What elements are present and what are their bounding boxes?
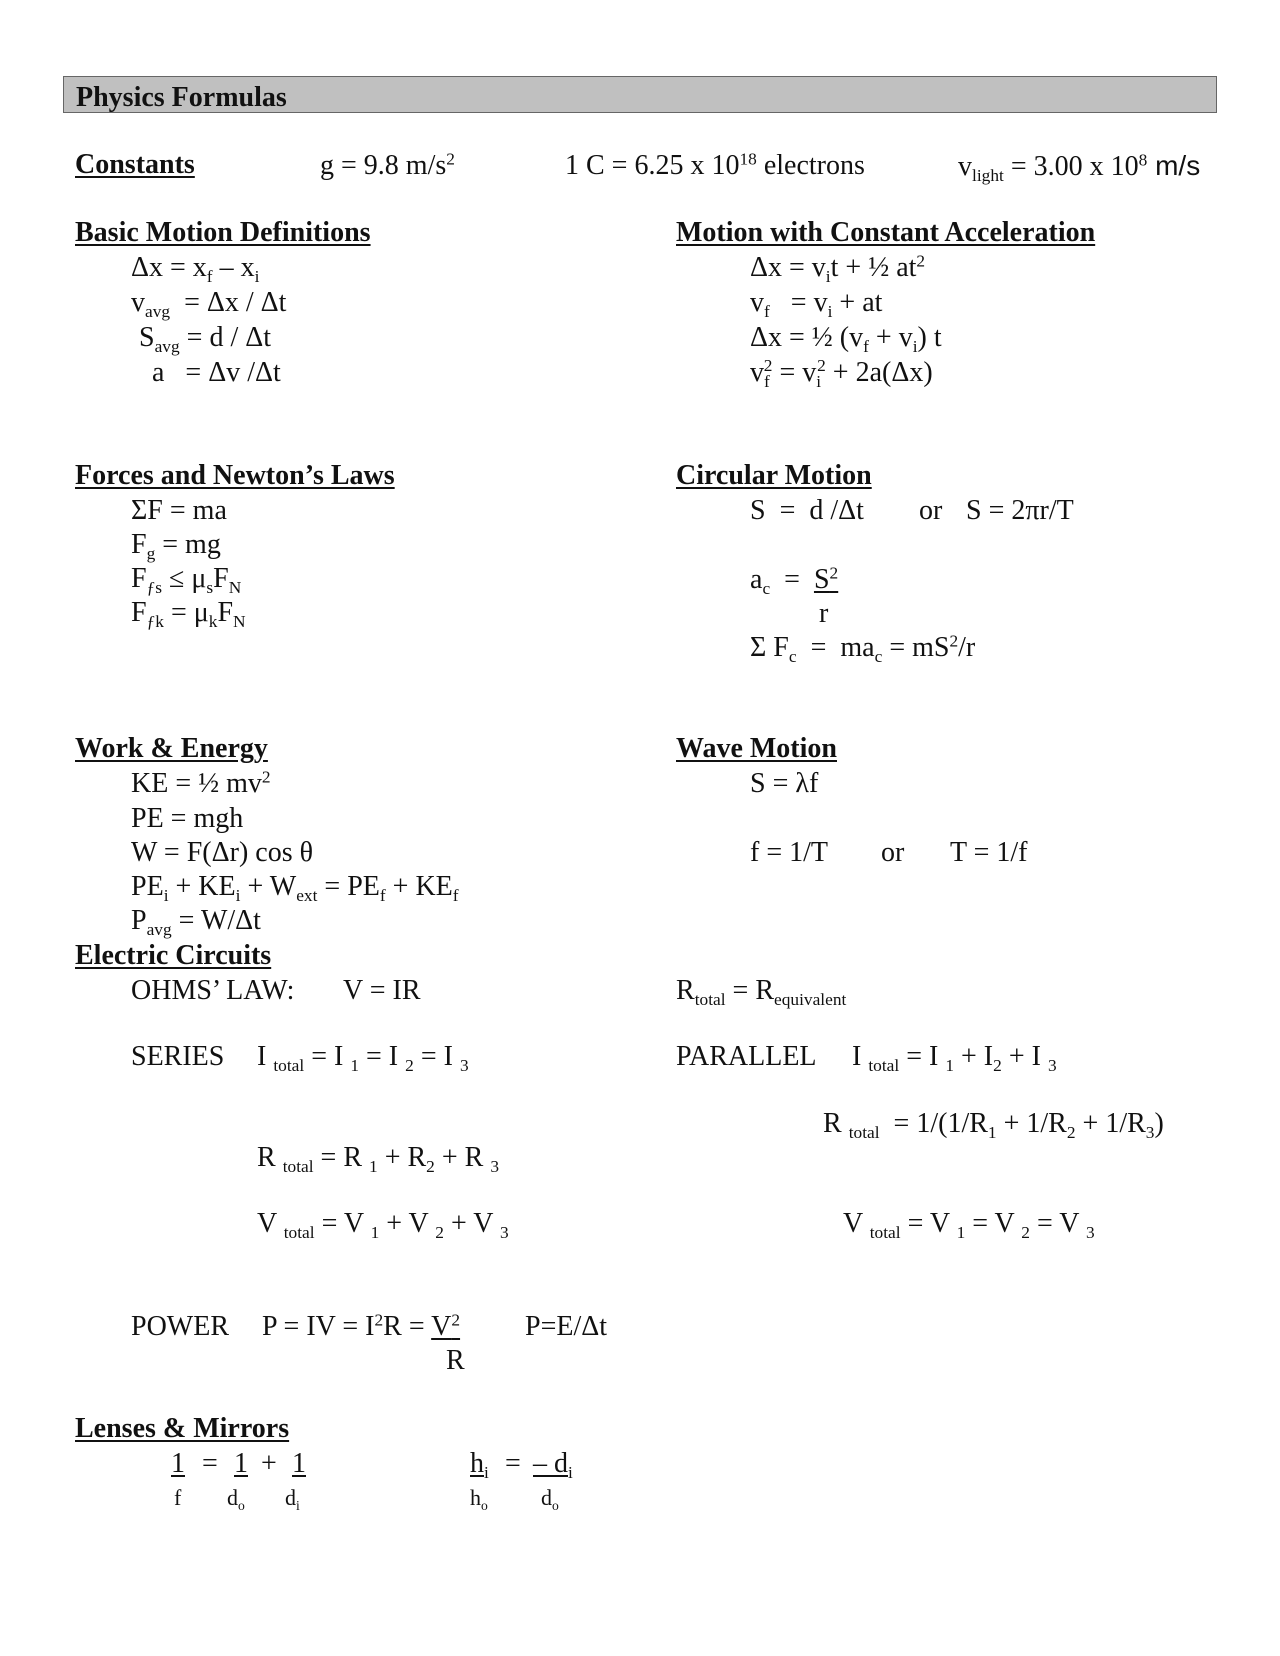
formula-weight: $F_g$ = mg — [131, 529, 221, 564]
formula-power: P = IV = $I^2R = V^2$ — [262, 1310, 461, 1342]
formula-parallel-current: I $_{total}$ = I $_1 + I_2 + I$ $_3$ — [852, 1041, 1057, 1076]
formula-series-resistance: R $_{total}$ = R $_1 + R_2 + R$ $_3$ — [257, 1142, 500, 1177]
formula-series-voltage: V $_{total}$ = V $_1$ + V $_2$ + V $_3$ — [257, 1208, 509, 1243]
formula-r-total-equivalent: $R_{total} = R_{equivalent}$ — [676, 975, 847, 1010]
centripetal-denominator: r — [819, 598, 829, 629]
formula-avg-speed: $S_{avg} = d / \Delta t$ — [139, 322, 272, 357]
constant-light-speed: $v_{light} = 3.00$ x $10^8$ m/s — [958, 150, 1201, 186]
lens-eq-denominator-do: $d_o$ — [227, 1485, 245, 1513]
formula-wave-speed: S = λf — [750, 768, 819, 799]
formula-avg-velocity: $v_{avg} = \Delta x / \Delta t$ — [131, 287, 287, 322]
constant-coulomb: 1 C = 6.25 x $10^{18}$ electrons — [565, 149, 865, 181]
formula-parallel-voltage: V $_{total}$ = V $_1$ = V $_2$ = V $_3$ — [843, 1208, 1095, 1243]
lens-eq-equals: = — [202, 1448, 218, 1479]
formula-centripetal-force: Σ $F_c = ma_c = mS^2/r$ — [750, 631, 976, 667]
power-label: POWER — [131, 1311, 229, 1342]
formula-avg-power: $P_{avg} = W/\Delta t$ — [131, 905, 261, 940]
formula-static-friction: $F_{ƒs} \le \mu_sF_N$ — [131, 563, 242, 598]
formula-kinematic-3: Δx = ½ $(v_f + v_i)$ t — [750, 322, 942, 357]
formula-kinetic-friction: $F_{ƒk} = \mu_kF_N$ — [131, 597, 246, 632]
formula-displacement: $\Delta x = x_f - x_i$ — [131, 252, 260, 287]
formula-work: W = F(Δr) cos θ — [131, 837, 313, 868]
lens-eq-denominator-di: $d_i$ — [285, 1485, 300, 1513]
ohms-law-label: OHMS’ LAW: — [131, 975, 295, 1006]
lens-eq-plus: + — [261, 1448, 277, 1479]
magnification-equals: = — [505, 1448, 521, 1479]
formula-kinetic-energy: KE = ½ $mv^2$ — [131, 767, 271, 799]
formula-frequency: f = 1/T — [750, 837, 828, 868]
magnification-denominator-ho: $h_o$ — [470, 1485, 488, 1513]
formula-series-current: I $_{total}$ = I $_1$ = I $_2$ = I $_3$ — [257, 1041, 469, 1076]
constants-heading: Constants — [75, 149, 195, 180]
formula-newton-second: ΣF = ma — [131, 495, 227, 526]
or-text: or — [881, 837, 905, 868]
work-energy-heading: Work & Energy — [75, 733, 268, 764]
or-text: or — [919, 495, 943, 526]
formula-circular-speed: S = d /Δt — [750, 495, 864, 526]
formula-kinematic-4: $v_f^2 = v_i^2 + 2a(\Delta x)$ — [750, 356, 933, 392]
series-label: SERIES — [131, 1041, 225, 1072]
forces-heading: Forces and Newton’s Laws — [75, 460, 395, 491]
magnification-denominator-do: $d_o$ — [541, 1485, 559, 1513]
formula-period: T = 1/f — [950, 837, 1028, 868]
circular-heading: Circular Motion — [676, 460, 872, 491]
formula-ohms-law: V = IR — [343, 975, 421, 1006]
formula-power-energy: P=E/Δt — [525, 1311, 608, 1342]
formula-kinematic-2: $v_f = v_i$ + at — [750, 287, 883, 322]
wave-heading: Wave Motion — [676, 733, 837, 764]
title-bar — [63, 76, 1217, 113]
formula-circular-period: S = 2πr/T — [966, 495, 1074, 526]
const-accel-heading: Motion with Constant Acceleration — [676, 217, 1096, 248]
page-title: Physics Formulas — [76, 82, 287, 113]
basic-motion-heading: Basic Motion Definitions — [75, 217, 371, 248]
lens-eq-denominator-f: f — [174, 1485, 182, 1510]
magnification-numerator-hi: $h_i$ — [470, 1448, 489, 1483]
formula-energy-conservation: $PE_i + KE_i + W_{ext} = PE_f + KE_f$ — [131, 871, 459, 906]
power-denominator: R — [446, 1345, 465, 1376]
circuits-heading: Electric Circuits — [75, 940, 272, 971]
formula-acceleration: a = Δv /Δt — [152, 357, 281, 388]
formula-potential-energy: PE = mgh — [131, 803, 244, 834]
lens-eq-numerator-3: 1 — [292, 1448, 306, 1479]
constant-gravity: g = 9.8 $m/s^2$ — [320, 149, 455, 181]
lens-eq-numerator-2: 1 — [234, 1448, 248, 1479]
lenses-heading: Lenses & Mirrors — [75, 1413, 290, 1444]
parallel-label: PARALLEL — [676, 1041, 817, 1072]
formula-kinematic-1: $\Delta x = v_it$ + ½ $at^2$ — [750, 251, 926, 287]
formula-centripetal-accel: $a_c = S^2$ — [750, 563, 839, 599]
lens-eq-numerator-1: 1 — [171, 1448, 185, 1479]
formula-parallel-resistance: R $_{total} = 1/(1/R_1 + 1/R_2 + 1/R_3)$ — [823, 1108, 1164, 1143]
magnification-numerator-di: – $d_i$ — [533, 1448, 573, 1483]
